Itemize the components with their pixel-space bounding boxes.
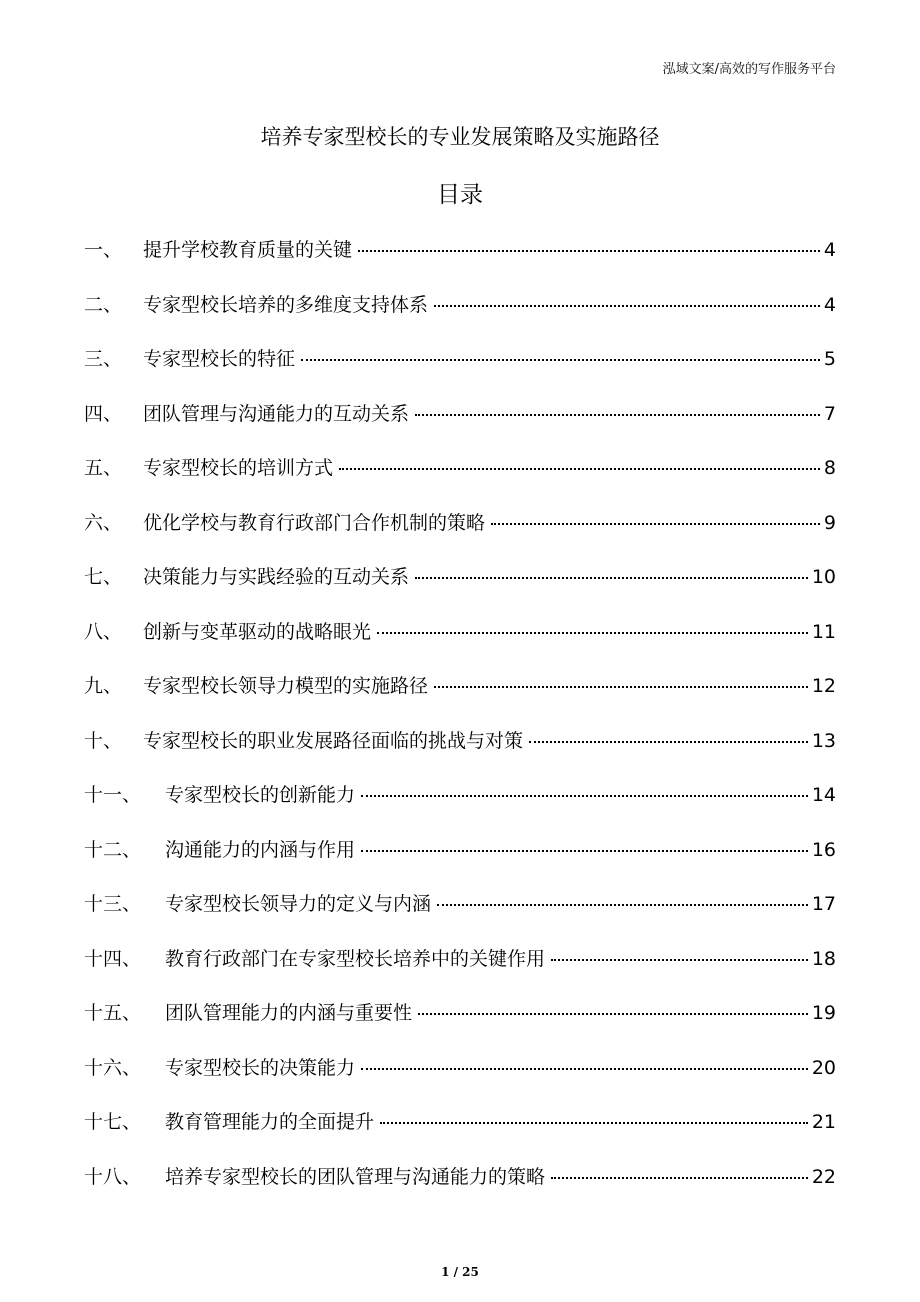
- toc-entry-number: 七、: [84, 566, 123, 588]
- toc-entry-title: 提升学校教育质量的关键: [143, 239, 353, 261]
- toc-entry-number: 十七、: [84, 1111, 142, 1133]
- document-title: 培养专家型校长的专业发展策略及实施路径: [260, 125, 660, 149]
- toc-entry-title: 专家型校长的特征: [143, 348, 296, 370]
- toc-entry-title: 专家型校长的培训方式: [143, 457, 334, 479]
- toc-entry-number: 十二、: [84, 838, 142, 861]
- toc-dot-leader: [551, 959, 808, 961]
- toc-entry-number: 一、: [84, 239, 123, 261]
- toc-entry-page: 12: [811, 675, 836, 697]
- header-note: 泓域文案/高效的写作服务平台: [662, 62, 836, 77]
- toc-entry-number: 六、: [84, 511, 123, 534]
- toc-dot-leader: [339, 468, 820, 470]
- toc-entry[interactable]: [84, 505, 836, 560]
- toc-entry-page: 14: [811, 784, 836, 806]
- toc-entry-number: 八、: [84, 620, 123, 643]
- toc-entry-number: 十三、: [84, 893, 142, 915]
- toc-entry-title: 专家型校长的创新能力: [165, 784, 356, 806]
- toc-heading: 目录: [437, 182, 483, 208]
- toc-entry-page: 21: [811, 1111, 836, 1133]
- toc-dot-leader: [491, 523, 820, 525]
- toc-entry-title: 教育管理能力的全面提升: [165, 1111, 375, 1133]
- toc-entry-page: 10: [811, 566, 836, 588]
- toc-entry-title: 专家型校长领导力模型的实施路径: [143, 675, 429, 697]
- toc-dot-leader: [380, 1122, 808, 1124]
- toc-dot-leader: [551, 1177, 808, 1179]
- toc-entry-number: 二、: [84, 293, 123, 316]
- toc-entry-title: 专家型校长培养的多维度支持体系: [143, 293, 429, 316]
- toc-entry-title: 决策能力与实践经验的互动关系: [143, 566, 410, 588]
- toc-entry-page: 9: [823, 511, 836, 534]
- toc-entry-page: 4: [823, 239, 836, 261]
- toc-dot-leader: [437, 904, 808, 906]
- toc-entry-number: 十、: [84, 729, 123, 752]
- toc-entry-number: 十四、: [84, 947, 142, 970]
- toc-entry-title: 团队管理与沟通能力的互动关系: [143, 402, 410, 425]
- toc-dot-leader: [415, 577, 808, 579]
- toc-entry-page: 20: [811, 1056, 836, 1079]
- toc-entry[interactable]: [84, 886, 836, 941]
- page-number: 1 / 25: [441, 1265, 479, 1279]
- toc-entry-page: 17: [811, 893, 836, 915]
- toc-dot-leader: [361, 1068, 808, 1070]
- toc-entry[interactable]: [84, 287, 836, 342]
- toc-entry[interactable]: [84, 668, 836, 723]
- toc-dot-leader: [377, 632, 808, 634]
- toc-entry[interactable]: [84, 832, 836, 887]
- toc-entry-page: 8: [823, 457, 836, 479]
- toc-entry-title: 教育行政部门在专家型校长培养中的关键作用: [165, 947, 546, 970]
- toc-dot-leader: [361, 850, 808, 852]
- toc-entry[interactable]: [84, 341, 836, 396]
- toc-entry-page: 22: [811, 1165, 836, 1188]
- table-of-contents: [84, 232, 836, 1213]
- toc-entry-number: 十五、: [84, 1002, 142, 1024]
- toc-entry[interactable]: [84, 723, 836, 778]
- toc-entry-number: 十八、: [84, 1165, 142, 1188]
- toc-entry-page: 7: [823, 402, 836, 425]
- toc-entry[interactable]: [84, 995, 836, 1050]
- toc-entry[interactable]: [84, 941, 836, 996]
- toc-entry[interactable]: [84, 777, 836, 832]
- toc-entry[interactable]: [84, 1159, 836, 1214]
- toc-entry[interactable]: [84, 614, 836, 669]
- toc-entry-page: 19: [811, 1002, 836, 1024]
- toc-entry-title: 专家型校长领导力的定义与内涵: [165, 893, 432, 915]
- toc-entry-title: 培养专家型校长的团队管理与沟通能力的策略: [165, 1165, 546, 1188]
- toc-entry-page: 18: [811, 947, 836, 970]
- toc-entry-title: 沟通能力的内涵与作用: [165, 838, 356, 861]
- toc-dot-leader: [301, 359, 820, 361]
- toc-entry[interactable]: [84, 396, 836, 451]
- toc-entry-title: 团队管理能力的内涵与重要性: [165, 1002, 413, 1024]
- toc-entry-number: 三、: [84, 348, 123, 370]
- toc-entry-number: 十六、: [84, 1056, 142, 1079]
- toc-entry-page: 5: [823, 348, 836, 370]
- toc-entry-title: 专家型校长的职业发展路径面临的挑战与对策: [143, 729, 524, 752]
- toc-entry-page: 4: [823, 293, 836, 316]
- toc-entry[interactable]: [84, 559, 836, 614]
- toc-dot-leader: [418, 1013, 808, 1015]
- toc-entry[interactable]: [84, 232, 836, 287]
- toc-dot-leader: [358, 250, 820, 252]
- toc-dot-leader: [415, 414, 820, 416]
- toc-entry-page: 11: [811, 620, 836, 643]
- toc-entry-number: 十一、: [84, 784, 142, 806]
- toc-entry[interactable]: [84, 1104, 836, 1159]
- toc-entry-page: 13: [811, 729, 836, 752]
- toc-dot-leader: [434, 686, 808, 688]
- toc-entry-title: 优化学校与教育行政部门合作机制的策略: [143, 511, 486, 534]
- toc-entry[interactable]: [84, 1050, 836, 1105]
- toc-entry[interactable]: [84, 450, 836, 505]
- toc-dot-leader: [361, 795, 808, 797]
- toc-dot-leader: [434, 305, 820, 307]
- toc-entry-title: 创新与变革驱动的战略眼光: [143, 620, 372, 643]
- toc-entry-number: 四、: [84, 402, 123, 425]
- toc-entry-number: 五、: [84, 457, 123, 479]
- toc-entry-title: 专家型校长的决策能力: [165, 1056, 356, 1079]
- toc-entry-number: 九、: [84, 675, 123, 697]
- toc-dot-leader: [529, 741, 808, 743]
- toc-entry-page: 16: [811, 838, 836, 861]
